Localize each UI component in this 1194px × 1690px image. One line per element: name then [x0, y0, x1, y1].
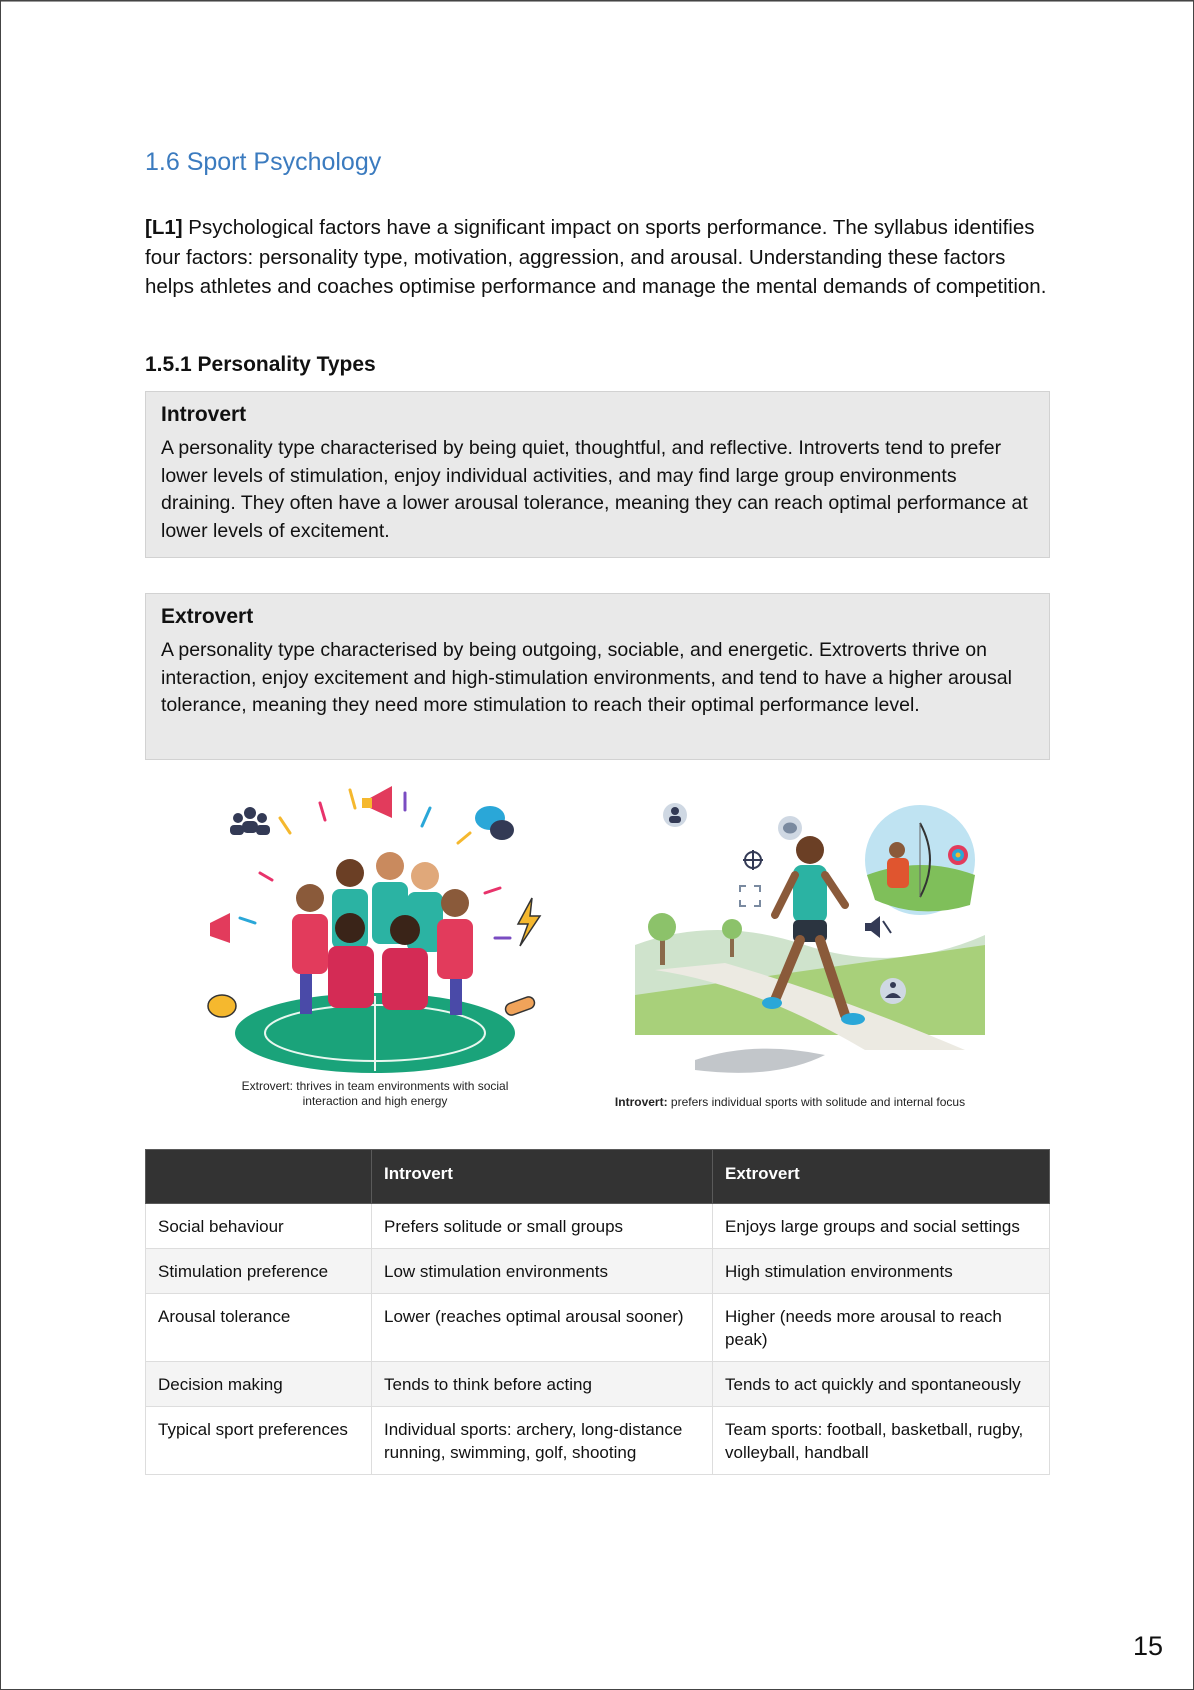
table-header-introvert: Introvert: [372, 1150, 713, 1204]
introvert-term: Introvert: [161, 403, 247, 426]
table-cell: Individual sports: archery, long-distance running, swimming, golf, shooting: [372, 1407, 713, 1475]
extrovert-definition-box: [145, 593, 1050, 760]
megaphone-icon-left: [210, 913, 230, 943]
brain-icon: [778, 816, 802, 840]
table-cell: Arousal tolerance: [146, 1294, 372, 1362]
extrovert-caption: Extrovert: thrives in team environments with social interaction and high energy: [241, 1079, 509, 1108]
table-row: [146, 1407, 1050, 1475]
chat-icon-left: [208, 995, 236, 1017]
introvert-caption: [585, 1095, 995, 1110]
table-cell: Tends to think before acting: [372, 1362, 713, 1407]
table-cell: Stimulation preference: [146, 1249, 372, 1294]
table-cell: Decision making: [146, 1362, 372, 1407]
extrovert-illustration: [200, 778, 550, 1083]
table-cell: High stimulation environments: [713, 1249, 1050, 1294]
subsection-title: 1.5.1 Personality Types: [145, 353, 376, 376]
intro-paragraph: [145, 213, 1050, 302]
handshake-icon: [504, 995, 536, 1017]
introvert-caption-label: Introvert:: [614, 1095, 668, 1109]
table-header-extrovert: Extrovert: [713, 1150, 1050, 1204]
table-cell: Tends to act quickly and spontaneously: [713, 1362, 1050, 1407]
table-cell: Enjoys large groups and social settings: [713, 1204, 1050, 1249]
introvert-caption-text: prefers individual sports with solitude and internal focus: [667, 1095, 966, 1109]
table-row: [146, 1249, 1050, 1294]
comparison-table: [145, 1149, 1050, 1475]
table-cell: Prefers solitude or small groups: [372, 1204, 713, 1249]
focus-icon: [740, 886, 760, 906]
group-icon: [230, 807, 270, 835]
lightning-icon: [518, 898, 540, 946]
meditation-icon: [880, 978, 906, 1004]
page-number: 15: [1133, 1631, 1164, 1661]
section-title: 1.6 Sport Psychology: [145, 148, 382, 176]
target-icon: [743, 850, 763, 870]
introvert-illustration: [635, 795, 985, 1085]
introvert-definition-box: [145, 391, 1050, 558]
extrovert-definition: A personality type characterised by being outgoing, sociable, and energetic. Extroverts thrive on interaction, enjoy excitement and high-stimulation environments, and tend to have a higher arousal tolerance, meaning they need more stimulation to reach their optimal performance level.: [161, 639, 1012, 716]
table-cell: Team sports: football, basketball, rugby, volleyball, handball: [713, 1407, 1050, 1475]
chat-icon: [475, 806, 514, 840]
table-row: [146, 1294, 1050, 1362]
table-row: [146, 1362, 1050, 1407]
person-icon: [663, 803, 687, 827]
table-cell: Low stimulation environments: [372, 1249, 713, 1294]
introvert-definition: A personality type characterised by being quiet, thoughtful, and reflective. Introverts tend to prefer lower levels of stimulation, enjoy individual activities, and may find large group environments draining. They often have a lower arousal tolerance, meaning they can reach optimal performance at lower levels of excitement.: [161, 437, 1028, 542]
mute-icon: [865, 916, 891, 938]
megaphone-icon: [362, 786, 392, 818]
table-cell: Social behaviour: [146, 1204, 372, 1249]
extrovert-term: Extrovert: [161, 605, 254, 628]
table-header-row: [146, 1150, 1050, 1204]
table-cell: Lower (reaches optimal arousal sooner): [372, 1294, 713, 1362]
table-header-cell: [146, 1150, 372, 1204]
table-cell: Higher (needs more arousal to reach peak): [713, 1294, 1050, 1362]
table-row: [146, 1204, 1050, 1249]
intro-text: Psychological factors have a significant impact on sports performance. The syllabus identifies four factors: personality type, motivation, aggression, and arousal. Understanding these factors helps athletes and coaches optimise performance and manage the mental demands of competition.: [145, 216, 1047, 298]
table-cell: Typical sport preferences: [146, 1407, 372, 1475]
level-tag: [L1]: [145, 216, 183, 239]
